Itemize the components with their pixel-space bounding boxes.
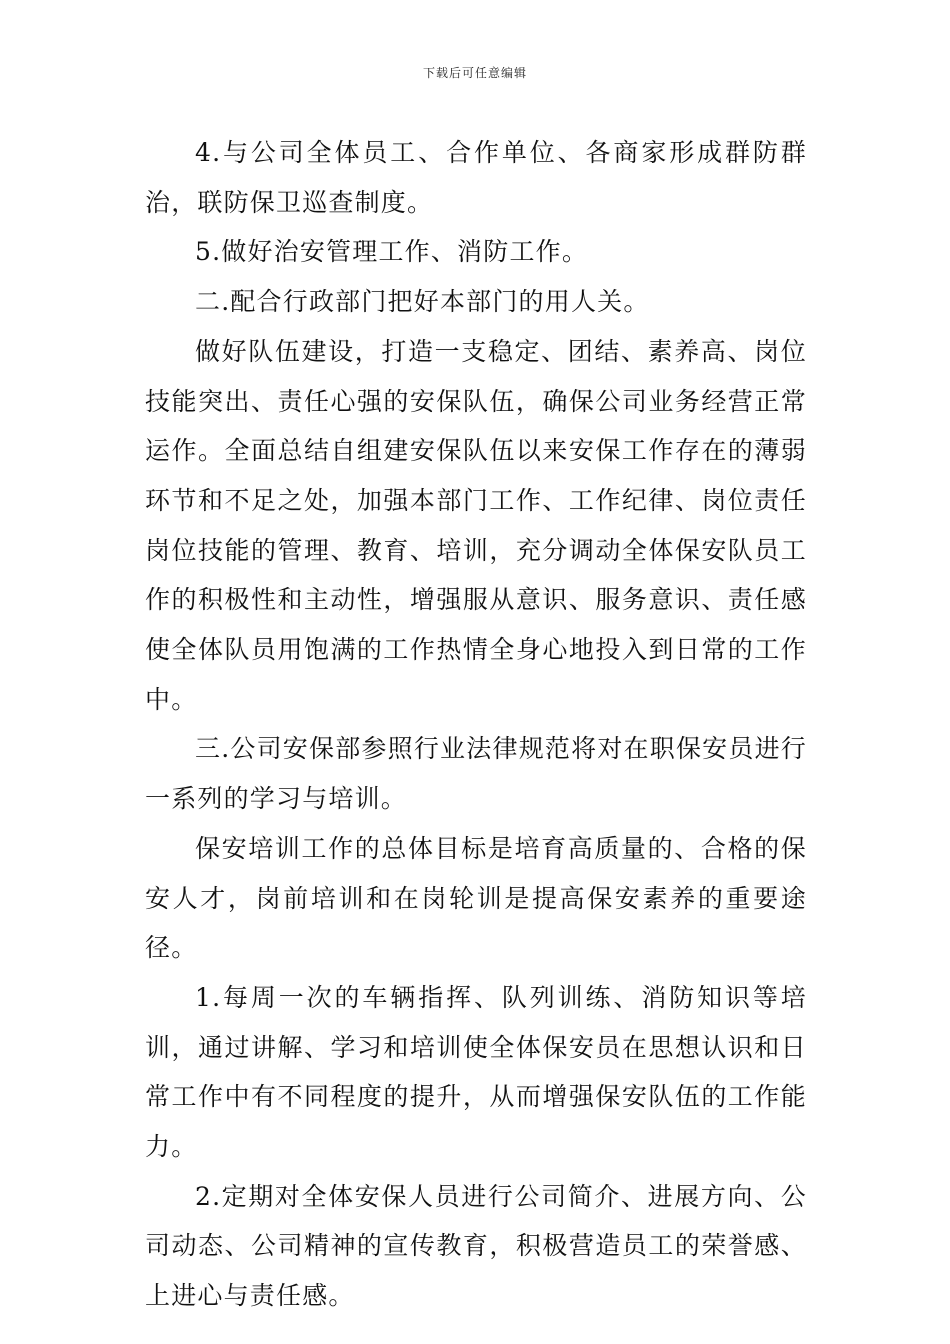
section-heading-2: 二.配合行政部门把好本部门的用人关。 bbox=[195, 287, 650, 317]
section-heading-3: 三.公司安保部参照行业法律规范将对在职保安员进行一系列的学习与培训。 bbox=[145, 734, 807, 814]
page-header: 下载后可任意编辑 bbox=[422, 66, 527, 80]
paragraph-training-item-1: 1.每周一次的车辆指挥、队列训练、消防知识等培训，通过讲解、学习和培训使全体保安员在思想认识和日常工作中有不同程度的提升，从而增强保安队伍的工作能力。 bbox=[145, 982, 807, 1162]
paragraph-training-goal: 保安培训工作的总体目标是培育高质量的、合格的保安人才，岗前培训和在岗轮训是提高保安素养的重要途径。 bbox=[145, 833, 807, 963]
paragraph-item-5: 5.做好治安管理工作、消防工作。 bbox=[195, 237, 589, 267]
paragraph-item-4: 4.与公司全体员工、合作单位、各商家形成群防群治，联防保卫巡查制度。 bbox=[145, 138, 807, 217]
paragraph-training-item-2: 2.定期对全体安保人员进行公司简介、进展方向、公司动态、公司精神的宣传教育，积极营造员工的荣誉感、上进心与责任感。 bbox=[145, 1181, 807, 1311]
document-body bbox=[145, 128, 807, 1321]
paragraph-team-building: 做好队伍建设，打造一支稳定、团结、素养高、岗位技能突出、责任心强的安保队伍，确保公司业务经营正常运作。全面总结自组建安保队伍以来安保工作存在的薄弱环节和不足之处，加强本部门工作、工作纪律、岗位责任岗位技能的管理、教育、培训，充分调动全体保安队员工作的积极性和主动性，增强服从意识、服务意识、责任感使全体队员用饱满的工作热情全身心地投入到日常的工作中。 bbox=[145, 336, 807, 714]
